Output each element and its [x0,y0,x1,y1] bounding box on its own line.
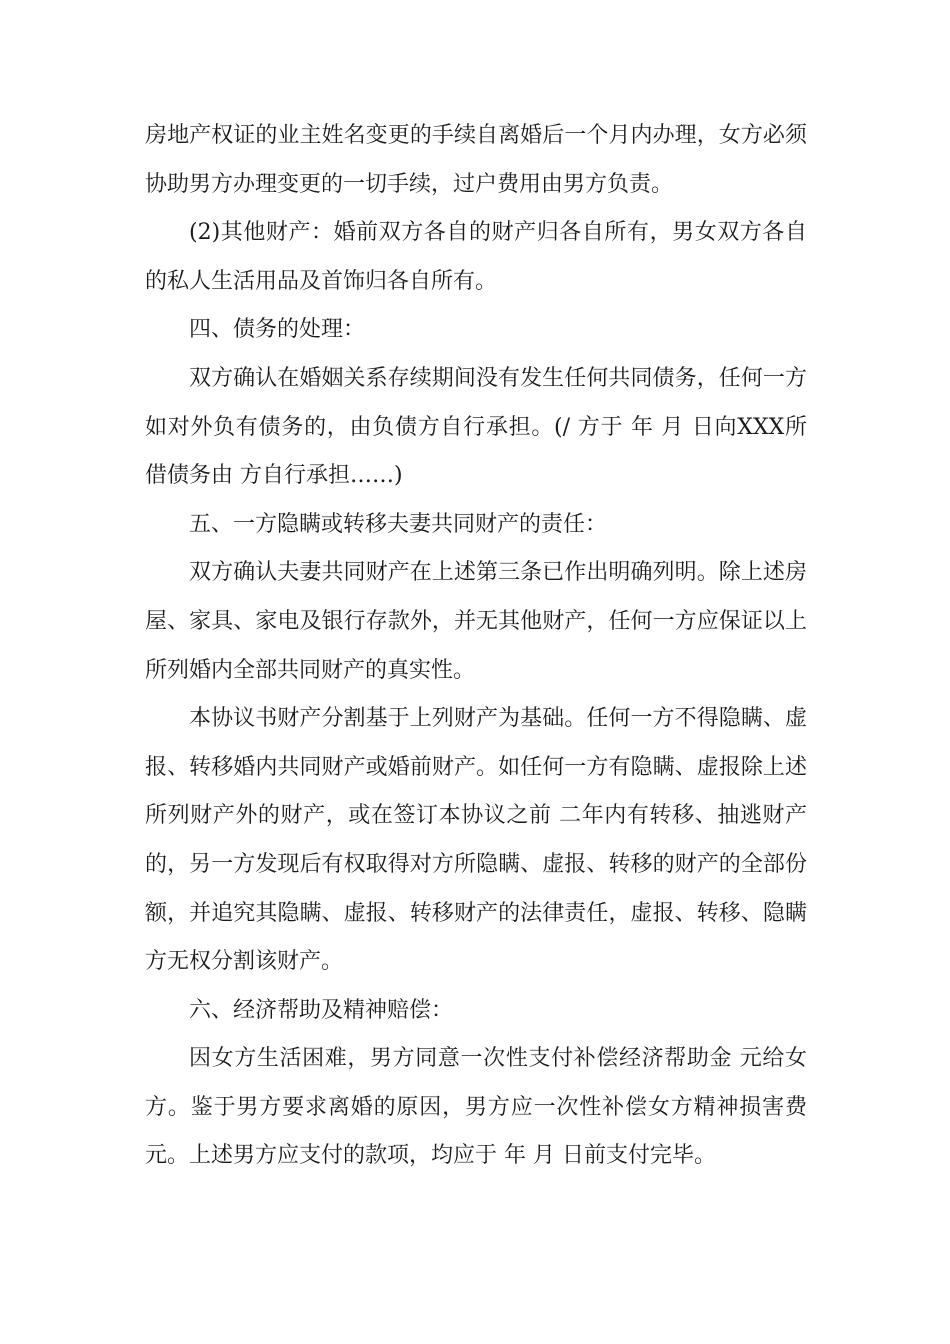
paragraph-other-property: (2)其他财产：婚前双方各自的财产归各自所有，男女双方各自的私人生活用品及首饰归各自所有。 [145,220,807,294]
section-heading-compensation: 六、经济帮助及精神赔偿： [189,997,454,1023]
paragraph-compensation: 因女方生活困难，男方同意一次性支付补偿经济帮助金 元给女方。鉴于男方要求离婚的原因，男方应一次性补偿女方精神损害费元。上述男方应支付的款项，均应于 年 月 日前支付完毕。 [145,1046,807,1169]
section-heading-debts: 四、债务的处理： [189,317,366,343]
document-body [145,112,807,1181]
paragraph-property-confirmation: 双方确认夫妻共同财产在上述第三条已作出明确列明。除上述房屋、家具、家电及银行存款外，并无其他财产，任何一方应保证以上所列婚内全部共同财产的真实性。 [145,560,807,683]
paragraph-debts: 双方确认在婚姻关系存续期间没有发生任何共同债务，任何一方如对外负有债务的，由负债方自行承担。(/ 方于 年 月 日向XXX所借债务由 方自行承担……) [145,365,807,489]
section-heading-concealment: 五、一方隐瞒或转移夫妻共同财产的责任： [189,511,608,537]
paragraph-property-title-transfer: 房地产权证的业主姓名变更的手续自离婚后一个月内办理，女方必须协助男方办理变更的一切手续，过户费用由男方负责。 [145,123,807,197]
paragraph-concealment-liability: 本协议书财产分割基于上列财产为基础。任何一方不得隐瞒、虚报、转移婚内共同财产或婚前财产。如任何一方有隐瞒、虚报除上述所列财产外的财产，或在签订本协议之前 二年内有转移、抽逃财产的，另一方发现后有权取得对方所隐瞒、虚报、转移的财产的全部份额，并追究其隐瞒、虚报、转移财产的法律责任，虚报、转移、隐瞒方无权分割该财产。 [145,706,807,975]
